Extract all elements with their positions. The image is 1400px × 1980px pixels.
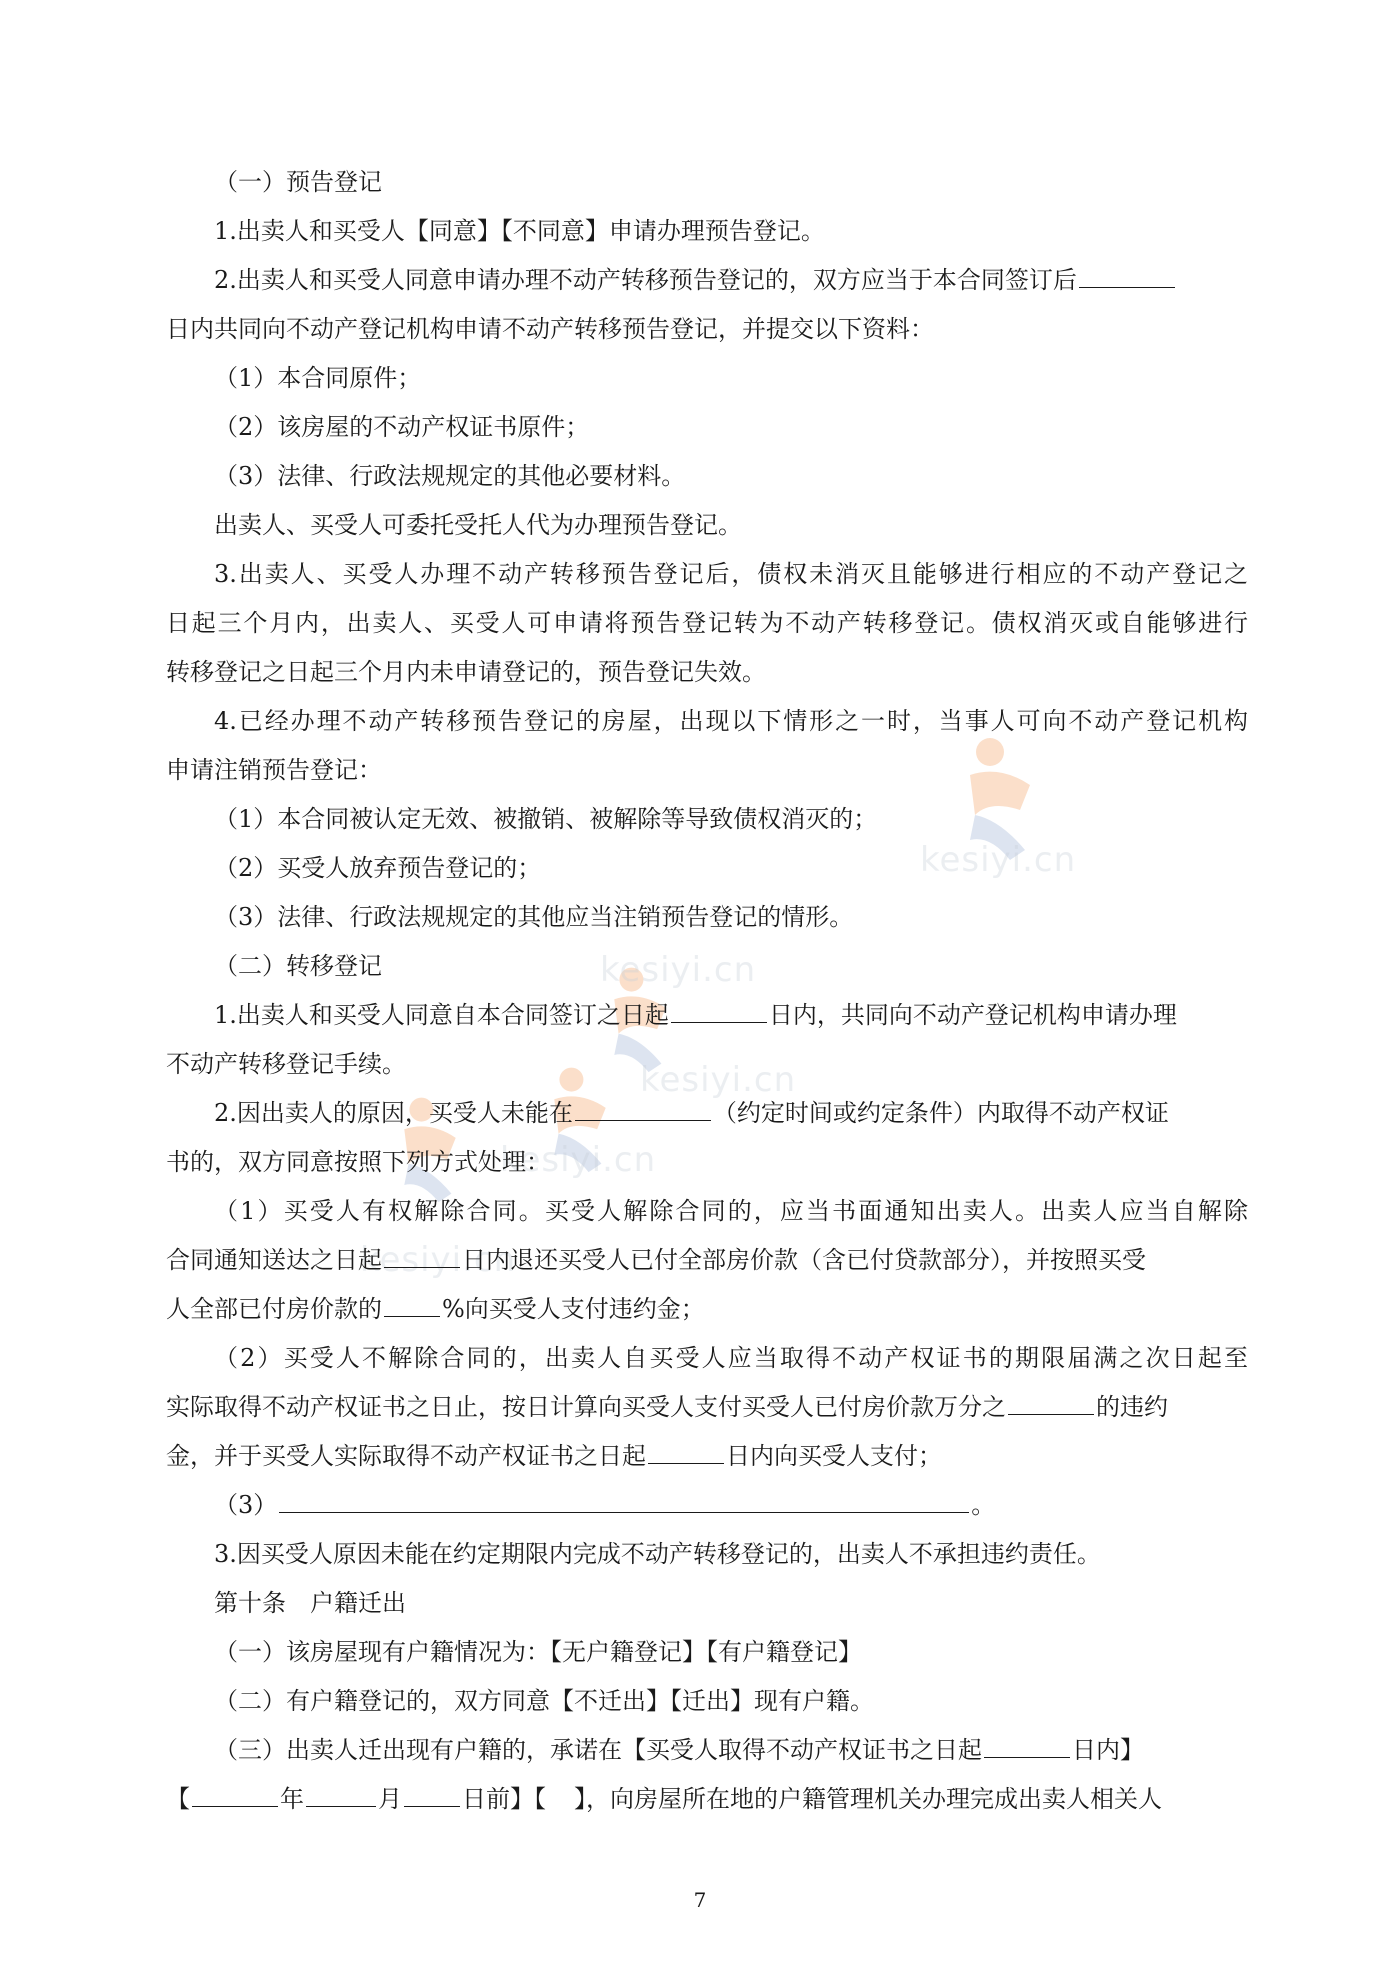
- fill-blank: [306, 1784, 376, 1807]
- list-item: （2）买受人放弃预告登记的；: [214, 854, 542, 882]
- paragraph-line: 人全部已付房价款的 %向买受人支付违约金；: [166, 1295, 705, 1323]
- fill-blank: [648, 1441, 724, 1464]
- paragraph-line: 4.已经办理不动产转移预告登记的房屋，出现以下情形之一时，当事人可向不动产登记机构: [214, 707, 1248, 735]
- paragraph-line: 3.出卖人、买受人办理不动产转移预告登记后，债权未消灭且能够进行相应的不动产登记之: [214, 560, 1248, 588]
- paragraph-line: 2.因出卖人的原因，买受人未能在 （约定时间或约定条件）内取得不动产权证: [214, 1099, 1169, 1127]
- paragraph-line: 书的，双方同意按照下列方式处理：: [166, 1148, 550, 1176]
- paragraph-line: 【 年 月 日前】【 】，向房屋所在地的户籍管理机关办理完成出卖人相关人: [166, 1785, 1162, 1813]
- paragraph-line: 金，并于买受人实际取得不动产权证书之日起 日内向买受人支付；: [166, 1442, 942, 1470]
- paragraph-line: 转移登记之日起三个月内未申请登记的，预告登记失效。: [166, 658, 766, 686]
- section-heading-transfer: （二）转移登记: [214, 952, 382, 980]
- fill-blank: [671, 1000, 767, 1023]
- paragraph-line: （三）出卖人迁出现有户籍的，承诺在【买受人取得不动产权证书之日起 日内】: [214, 1736, 1144, 1764]
- paragraph-line: 合同通知送达之日起 日内退还买受人已付全部房价款（含已付贷款部分），并按照买受: [166, 1246, 1146, 1274]
- list-item: （1）本合同被认定无效、被撤销、被解除等导致债权消灭的；: [214, 805, 878, 833]
- list-item: （2）买受人不解除合同的，出卖人自买受人应当取得不动产权证书的期限届满之次日起至: [214, 1344, 1248, 1372]
- fill-blank: [575, 1098, 711, 1121]
- watermark-text-5: kesiyi.cn: [360, 1240, 517, 1280]
- article-heading: 第十条 户籍迁出: [214, 1589, 406, 1617]
- section-heading-preregistration: （一）预告登记: [214, 168, 382, 196]
- fill-blank: [1008, 1392, 1094, 1415]
- paragraph-line: 日内共同向不动产登记机构申请不动产转移预告登记，并提交以下资料：: [166, 315, 934, 343]
- paragraph-line: 3.因买受人原因未能在约定期限内完成不动产转移登记的，出卖人不承担违约责任。: [214, 1540, 1101, 1568]
- watermark-text-1: kesiyi.cn: [920, 840, 1077, 880]
- fill-blank: [384, 1245, 460, 1268]
- list-item: （3）法律、行政法规规定的其他必要材料。: [214, 462, 686, 490]
- list-item: （1）买受人有权解除合同。买受人解除合同的，应当书面通知出卖人。出卖人应当自解除: [214, 1197, 1248, 1225]
- paragraph-line: 日起三个月内，出卖人、买受人可申请将预告登记转为不动产转移登记。债权消灭或自能够进行: [166, 609, 1248, 637]
- watermark-text-3: kesiyi.cn: [640, 1060, 797, 1100]
- watermark-text-4: kesiyi.cn: [500, 1140, 657, 1180]
- fill-blank: [279, 1490, 969, 1513]
- list-item: （1）本合同原件；: [214, 364, 422, 392]
- paragraph-line: （一）该房屋现有户籍情况为：【无户籍登记】【有户籍登记】: [214, 1638, 862, 1666]
- fill-blank: [1079, 265, 1175, 288]
- paragraph-line: 出卖人、买受人可委托受托人代为办理预告登记。: [214, 511, 742, 539]
- list-item: （3） 。: [214, 1491, 996, 1519]
- page-number: 7: [693, 1888, 707, 1912]
- fill-blank: [984, 1735, 1070, 1758]
- watermark-text-2: kesiyi.cn: [600, 950, 757, 990]
- fill-blank: [384, 1294, 440, 1317]
- paragraph-line: （二）有户籍登记的，双方同意【不迁出】【迁出】现有户籍。: [214, 1687, 874, 1715]
- paragraph-line: 不动产转移登记手续。: [166, 1050, 406, 1078]
- paragraph-line: 申请注销预告登记：: [166, 756, 382, 784]
- paragraph-line: 1.出卖人和买受人同意自本合同签订之日起 日内，共同向不动产登记机构申请办理: [214, 1001, 1177, 1029]
- list-item: （3）法律、行政法规规定的其他应当注销预告登记的情形。: [214, 903, 854, 931]
- paragraph-line: 1.出卖人和买受人【同意】【不同意】申请办理预告登记。: [214, 217, 825, 245]
- list-item: （2）该房屋的不动产权证书原件；: [214, 413, 590, 441]
- fill-blank: [404, 1784, 460, 1807]
- paragraph-line: 2.出卖人和买受人同意申请办理不动产转移预告登记的，双方应当于本合同签订后: [214, 263, 1248, 297]
- fill-blank: [192, 1784, 278, 1807]
- paragraph-line: 实际取得不动产权证书之日止，按日计算向买受人支付买受人已付房价款万分之 的违约: [166, 1393, 1168, 1421]
